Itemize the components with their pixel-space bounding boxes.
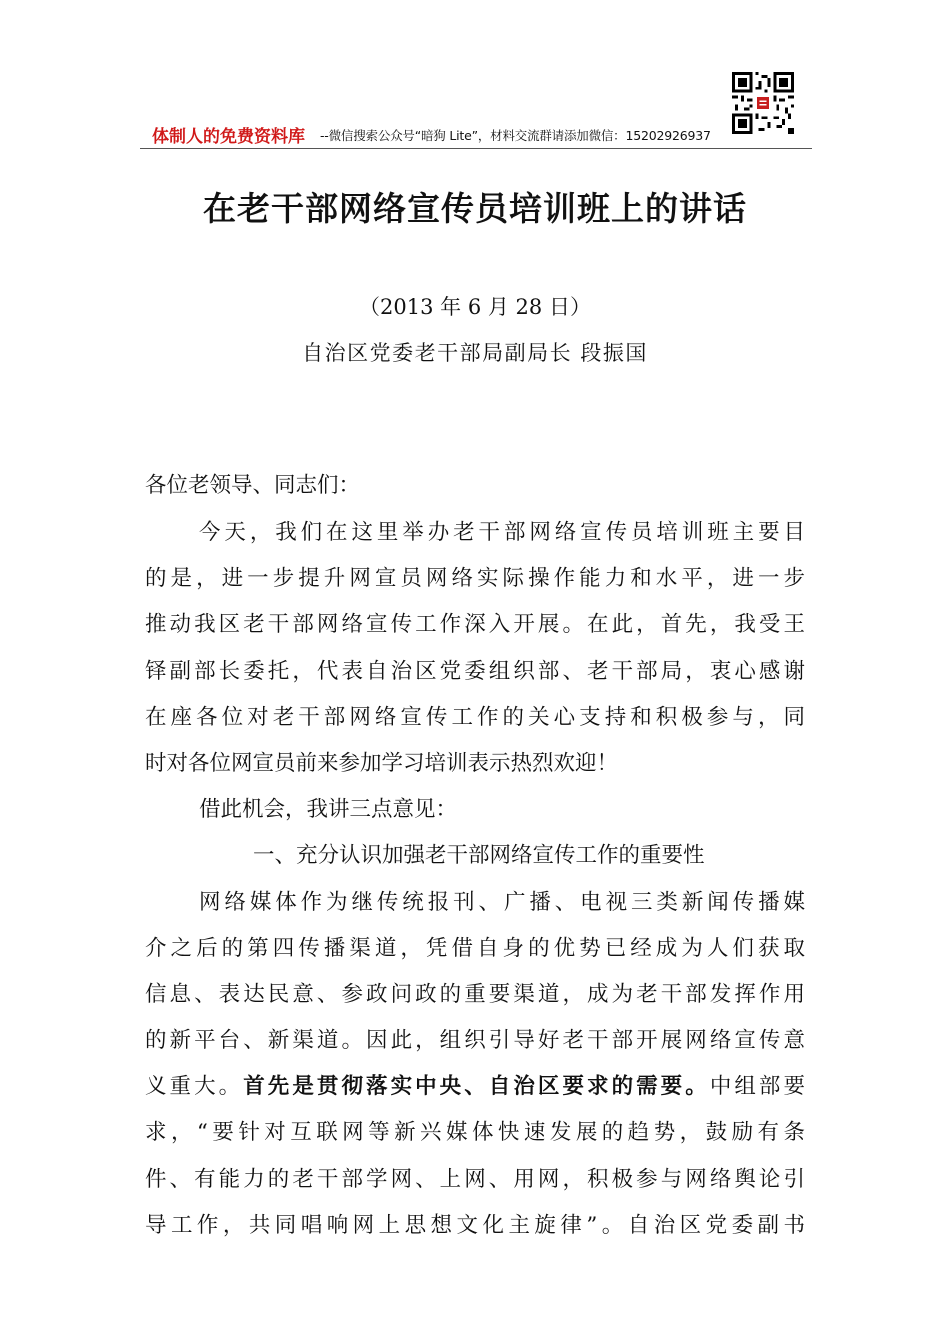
speaker-line: 自治区党委老干部局副局长 段振国 <box>302 341 648 365</box>
body-line: 导工作，共同唱响网上思想文化主旋律”。自治区党委副书 <box>145 1213 805 1238</box>
body-line: 借此机会，我讲三点意见： <box>199 797 458 822</box>
body-line: 介之后的第四传播渠道，凭借自身的优势已经成为人们获取 <box>145 936 805 961</box>
section-heading: 一、充分认识加强老干部网络宣传工作的重要性 <box>253 843 705 868</box>
page-header <box>140 118 812 149</box>
body-line: 件、有能力的老干部学网、上网、用网，积极参与网络舆论引 <box>145 1167 805 1192</box>
body-line: 的新平台、新渠道。因此，组织引导好老干部开展网络宣传意 <box>145 1028 805 1053</box>
body-line: 信息、表达民意、参政问政的重要渠道，成为老干部发挥作用 <box>145 982 805 1007</box>
body-line: 的是，进一步提升网宣员网络实际操作能力和水平，进一步 <box>145 566 805 591</box>
speech-date: （2013 年 6 月 28 日） <box>359 295 591 319</box>
body-line: 时对各位网宣员前来参加学习培训表示热烈欢迎！ <box>145 751 619 776</box>
body-line: 在座各位对老干部网络宣传工作的关心支持和积极参与，同 <box>145 705 805 730</box>
body-line: 推动我区老干部网络宣传工作深入开展。在此，首先，我受王 <box>145 612 805 637</box>
qr-code-icon <box>732 72 794 134</box>
body-line: 铎副部长委托，代表自治区党委组织部、老干部局，衷心感谢 <box>145 659 805 684</box>
salutation: 各位老领导、同志们： <box>145 473 361 498</box>
library-name: 体制人的免费资料库 <box>152 127 305 147</box>
body-line-emphasis <box>145 1067 805 1107</box>
header-subtitle: --微信搜索公众号“暗狗 Lite”，材料交流群请添加微信：15202926937 <box>320 128 711 143</box>
document-title: 在老干部网络宣传员培训班上的讲话 <box>203 189 747 228</box>
body-line: 今天，我们在这里举办老干部网络宣传员培训班主要目 <box>199 520 805 545</box>
emphasis-post: 中组部要 <box>709 1074 805 1099</box>
emphasis-bold: 首先是贯彻落实中央、自治区要求的需要。 <box>243 1074 710 1099</box>
body-line: 求，“要针对互联网等新兴媒体快速发展的趋势，鼓励有条 <box>145 1120 805 1145</box>
emphasis-pre: 义重大。 <box>145 1074 244 1099</box>
body-line: 网络媒体作为继传统报刊、广播、电视三类新闻传播媒 <box>199 890 805 915</box>
